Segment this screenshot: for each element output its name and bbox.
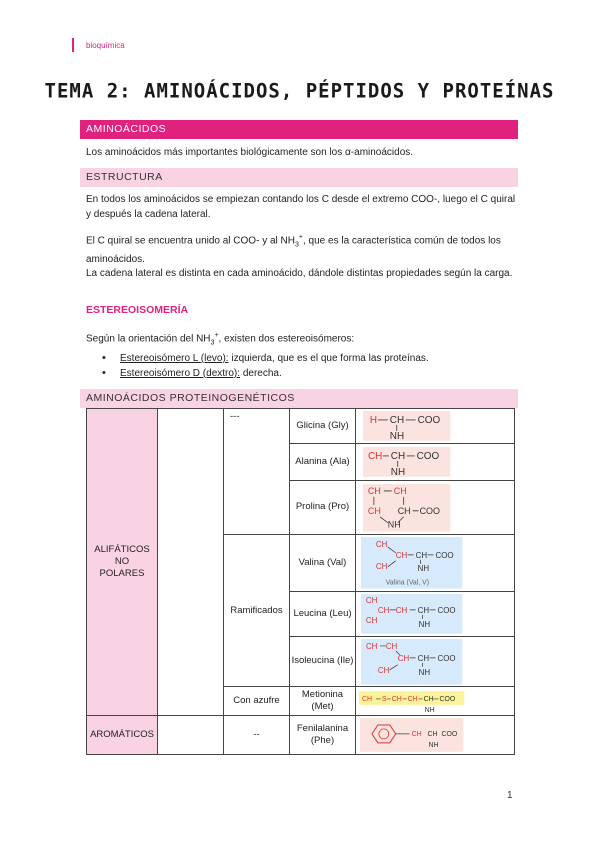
group-alifaticos-label: ALIFÁTICOS NO POLARES: [94, 544, 150, 580]
header-accent-bar: [72, 38, 74, 52]
amino-acid-table: [86, 408, 515, 755]
estereo-nh3-sup: +: [214, 332, 219, 339]
ala-structure-icon: [356, 444, 514, 480]
estereo-nh3-sub: 3: [210, 339, 215, 347]
section-proteinogeneticos: AMINOÁCIDOS PROTEINOGENÉTICOS: [80, 389, 518, 408]
aa-name-met: Metionina (Met): [290, 687, 356, 716]
phe-ch: CH: [427, 730, 438, 738]
estereo-d-term: Estereoisómero D (dextro):: [120, 368, 241, 379]
structure-phe: [356, 716, 515, 755]
ile-ch3-a: CH: [365, 641, 378, 651]
met-ch2-b: CH: [407, 696, 418, 704]
ala-coo: COO: [416, 450, 440, 462]
subgroup-aromatic: --: [224, 716, 290, 755]
aa-name-phe: Fenilalanina (Phe): [290, 716, 356, 755]
ile-ch: CH: [417, 653, 430, 663]
gly-ch: CH: [389, 414, 405, 426]
paragraph-alpha: Los aminoácidos más importantes biológicamente son los α-aminoácidos.: [86, 147, 414, 158]
group-alifaticos: [87, 409, 158, 716]
paragraph-chiral: [86, 230, 516, 267]
leu-ch3-b: CH: [365, 615, 378, 625]
leu-nh: NH: [418, 619, 431, 629]
pro-ch2-c: CH: [367, 505, 381, 516]
aa-name-pro: Prolina (Pro): [290, 480, 356, 535]
paragraph-estereo-intro: [86, 328, 516, 350]
val-ch: CH: [415, 551, 428, 561]
structure-gly: [356, 409, 515, 444]
phe-structure-icon: [356, 716, 514, 754]
met-structure-icon: [356, 687, 514, 715]
ile-nh: NH: [418, 667, 431, 677]
page-number: 1: [507, 790, 513, 801]
ile-coo: COO: [437, 653, 456, 663]
gly-structure-icon: [356, 409, 514, 443]
aa-name-ile: Isoleucina (Ile): [290, 636, 356, 687]
estereo-intro-a: Según la orientación del NH: [86, 333, 211, 345]
paragraph-counting: En todos los aminoácidos se empiezan contando los C desde el extremo COO-, luego el C quiral y después la cadena lateral.: [86, 194, 516, 220]
ile-structure-icon: [356, 637, 514, 687]
pro-structure-icon: [356, 481, 514, 535]
section-aminoacidos: AMINOÁCIDOS: [80, 120, 518, 139]
subgroup-none: ---: [224, 409, 290, 535]
val-structure-icon: [356, 535, 514, 591]
aa-name-gly: Glicina (Gly): [290, 409, 356, 444]
val-ch-side: CH: [395, 551, 408, 561]
phe-nh: NH: [428, 741, 439, 749]
structure-met: [356, 687, 515, 716]
structure-leu: [356, 591, 515, 636]
estereo-list: [100, 351, 429, 381]
empty-cell: [158, 409, 224, 716]
val-coo: COO: [435, 551, 454, 561]
phe-coo: COO: [441, 730, 458, 738]
paragraph-chiral-a: El C quiral se encuentra unido al COO- y al NH: [86, 235, 295, 247]
page-header: [72, 38, 125, 52]
ala-nh: NH: [390, 466, 406, 478]
subgroup-ramificados: Ramificados: [224, 535, 290, 687]
paragraph-side-chain: La cadena lateral es distinta en cada aminoácido, dándole distintas propiedades según la carga.: [86, 268, 513, 279]
met-ch: CH: [423, 696, 434, 704]
subhead-estereoisomeria: ESTEREOISOMERÍA: [86, 304, 189, 316]
pro-nh: NH: [387, 519, 401, 530]
subgroup-azufre: Con azufre: [224, 687, 290, 716]
ile-ch3-b: CH: [377, 665, 390, 675]
leu-structure-icon: [356, 592, 514, 636]
aa-name-leu: Leucina (Leu): [290, 591, 356, 636]
ile-ch2: CH: [385, 641, 398, 651]
nh3-sup: +: [298, 234, 303, 241]
leu-ch2: CH: [395, 605, 408, 615]
leu-ch: CH: [417, 605, 430, 615]
val-ch3-a: CH: [375, 540, 388, 550]
section-estructura: ESTRUCTURA: [80, 168, 518, 187]
met-ch3: CH: [361, 696, 373, 704]
leu-coo: COO: [437, 605, 456, 615]
document-title: TEMA 2: AMINOÁCIDOS, PÉPTIDOS Y PROTEÍNAS: [44, 79, 555, 103]
met-coo: COO: [439, 696, 456, 704]
pro-coo: COO: [419, 505, 440, 516]
structure-val: [356, 535, 515, 592]
met-s: S: [381, 696, 387, 704]
val-ch3-b: CH: [375, 561, 388, 571]
aa-name-ala: Alanina (Ala): [290, 443, 356, 480]
gly-h: H: [369, 414, 378, 426]
header-text: bioquímica: [86, 40, 125, 50]
structure-pro: [356, 480, 515, 535]
ala-ch: CH: [390, 450, 406, 462]
empty-cell: [158, 716, 224, 755]
list-item: [100, 366, 429, 381]
paragraph-chiral-b: , que es la característica común de todos los aminoácidos.: [86, 235, 501, 266]
valina-caption: Valina (Val, V): [385, 579, 430, 587]
aa-name-val: Valina (Val): [290, 535, 356, 592]
group-aromaticos: AROMÁTICOS: [87, 716, 158, 755]
nh3-sub: 3: [294, 241, 299, 249]
gly-nh: NH: [389, 430, 405, 442]
met-nh: NH: [424, 707, 435, 715]
estereo-intro-b: , existen dos estereoisómeros:: [218, 333, 355, 345]
estereo-d-desc: derecha.: [240, 368, 282, 379]
pro-ch2-b: CH: [393, 485, 407, 496]
pro-ch2-a: CH: [367, 485, 381, 496]
ala-ch3: CH: [367, 450, 383, 462]
leu-ch3-a: CH: [365, 595, 378, 605]
structure-ala: [356, 443, 515, 480]
leu-ch-side: CH: [377, 605, 390, 615]
pro-ch: CH: [397, 505, 411, 516]
structure-ile: [356, 636, 515, 687]
val-nh: NH: [417, 563, 430, 573]
phe-ch2: CH: [411, 730, 422, 738]
list-item: [100, 351, 429, 366]
estereo-l-desc: izquierda, que es el que forma las proteínas.: [228, 353, 429, 364]
ile-ch-side: CH: [397, 653, 410, 663]
estereo-l-term: Estereoisómero L (levo):: [120, 353, 229, 364]
met-ch2-a: CH: [391, 696, 402, 704]
gly-coo: COO: [417, 414, 441, 426]
